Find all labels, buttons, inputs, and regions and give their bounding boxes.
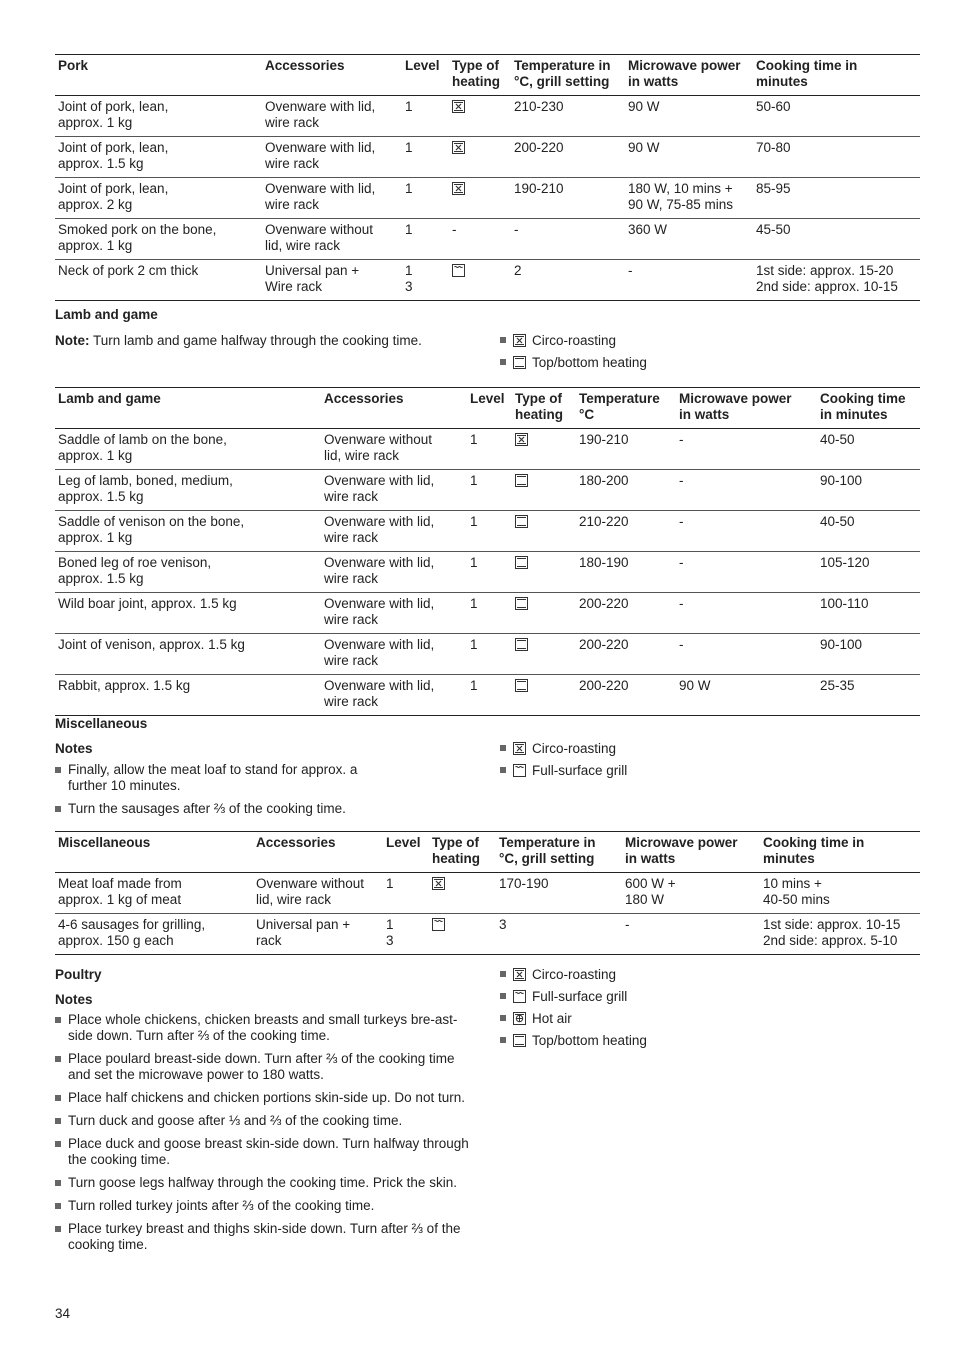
note-item [55, 1090, 475, 1106]
table-row [55, 552, 920, 593]
column-header: Lamb and game [55, 388, 321, 429]
misc-notes-heading: Notes [55, 741, 93, 756]
table-row [55, 873, 920, 914]
table-cell: - [676, 511, 817, 552]
table-cell: Joint of pork, lean, approx. 1 kg [55, 96, 262, 137]
table-cell: 190-210 [576, 429, 676, 470]
table-cell: Ovenware without lid, wire rack [253, 873, 383, 914]
table-header-row [55, 55, 920, 96]
bullet-icon [55, 806, 61, 812]
table-cell: 40-50 [817, 429, 920, 470]
circo-roasting-icon [513, 968, 526, 985]
table-cell: Boned leg of roe venison, approx. 1.5 kg [55, 552, 321, 593]
note-label: Note: [55, 333, 90, 348]
table-cell: 40-50 [817, 511, 920, 552]
table-row [55, 914, 920, 955]
table-cell: Meat loaf made from approx. 1 kg of meat [55, 873, 253, 914]
bullet-icon [55, 1203, 61, 1209]
bullet-icon [500, 971, 506, 977]
bullet-icon [55, 1056, 61, 1062]
table-cell: 190-210 [511, 178, 625, 219]
table-cell: Ovenware without lid, wire rack [262, 219, 402, 260]
bullet-icon [55, 1118, 61, 1124]
table-cell [512, 429, 576, 470]
bullet-icon [500, 359, 506, 365]
lamb-legend [500, 333, 647, 377]
page-number: 34 [55, 1306, 71, 1321]
poultry-heading: Poultry [55, 967, 102, 982]
table-row [55, 593, 920, 634]
circo-roasting-icon [452, 100, 465, 117]
table-row [55, 219, 920, 260]
table-cell [449, 96, 511, 137]
column-header: Pork [55, 55, 262, 96]
table-cell: 90 W [625, 137, 753, 178]
bullet-icon [55, 1180, 61, 1186]
column-header: Miscellaneous [55, 832, 253, 873]
legend-label: Hot air [532, 1011, 572, 1026]
legend-label: Full-surface grill [532, 989, 628, 1004]
table-cell: 200-220 [576, 675, 676, 716]
bullet-icon [500, 767, 506, 773]
table-cell: Saddle of lamb on the bone, approx. 1 kg [55, 429, 321, 470]
circo-roasting-icon [452, 141, 465, 158]
table-cell: 70-80 [753, 137, 920, 178]
table-cell: Joint of pork, lean, approx. 1.5 kg [55, 137, 262, 178]
table-cell: 1 [402, 137, 449, 178]
table-cell [512, 552, 576, 593]
circo-roasting-icon [515, 433, 528, 450]
table-cell [512, 675, 576, 716]
bullet-icon [500, 745, 506, 751]
legend-item [500, 989, 647, 1005]
circo-roasting-icon [513, 742, 526, 759]
table-cell: - [625, 260, 753, 301]
note-text: Turn rolled turkey joints after ⅔ of the cooking time. [68, 1198, 375, 1213]
table-row [55, 260, 920, 301]
legend-label: Full-surface grill [532, 763, 628, 778]
table-cell [449, 137, 511, 178]
table-row [55, 511, 920, 552]
note-item [55, 1012, 475, 1044]
table-cell: Joint of venison, approx. 1.5 kg [55, 634, 321, 675]
table-cell: Universal pan + Wire rack [262, 260, 402, 301]
table-cell: - [676, 470, 817, 511]
table-cell: 360 W [625, 219, 753, 260]
column-header: Microwave power in watts [625, 55, 753, 96]
table-cell: - [676, 634, 817, 675]
top-bottom-heating-icon [515, 474, 528, 491]
column-header: Type of heating [429, 832, 496, 873]
note-item [55, 1198, 475, 1214]
note-text: Turn duck and goose after ⅓ and ⅔ of the cooking time. [68, 1113, 403, 1128]
table-cell: 200-220 [511, 137, 625, 178]
table-cell [512, 511, 576, 552]
table-cell: Ovenware with lid, wire rack [321, 593, 467, 634]
table-cell: 10 mins + 40-50 mins [760, 873, 920, 914]
bullet-icon [55, 1095, 61, 1101]
table-cell: 600 W + 180 W [622, 873, 760, 914]
table-cell: - [676, 429, 817, 470]
legend-label: Circo-roasting [532, 333, 617, 348]
note-item [55, 1136, 475, 1168]
table-cell: Ovenware with lid, wire rack [321, 511, 467, 552]
note-item [55, 762, 400, 794]
table-cell: Saddle of venison on the bone, approx. 1 kg [55, 511, 321, 552]
table-cell: Ovenware without lid, wire rack [321, 429, 467, 470]
table-cell: - [511, 219, 625, 260]
table-cell: 90 W [625, 96, 753, 137]
table-row [55, 675, 920, 716]
table-cell: 210-220 [576, 511, 676, 552]
full-surface-grill-icon [513, 764, 526, 781]
table-cell: Smoked pork on the bone, approx. 1 kg [55, 219, 262, 260]
bullet-icon [55, 1226, 61, 1232]
note-text: Place duck and goose breast skin-side down. Turn halfway through the cooking time. [68, 1136, 469, 1167]
table-cell: Joint of pork, lean, approx. 2 kg [55, 178, 262, 219]
table-cell [429, 873, 496, 914]
bullet-icon [500, 337, 506, 343]
column-header: Cooking time in minutes [817, 388, 920, 429]
table-cell: Ovenware with lid, wire rack [321, 470, 467, 511]
column-header: Microwave power in watts [676, 388, 817, 429]
table-row [55, 470, 920, 511]
table-cell: 1 [467, 511, 512, 552]
table-row [55, 96, 920, 137]
circo-roasting-icon [452, 182, 465, 199]
table-cell: 1 [467, 675, 512, 716]
column-header: Temperature in °C, grill setting [496, 832, 622, 873]
column-header: Temperature in °C, grill setting [511, 55, 625, 96]
note-item [55, 1221, 475, 1253]
table-cell: - [449, 219, 511, 260]
table-cell: Ovenware with lid, wire rack [262, 96, 402, 137]
legend-item [500, 741, 627, 757]
column-header: Level [467, 388, 512, 429]
table-cell: 1 [467, 634, 512, 675]
note-text: Turn goose legs halfway through the cooking time. Prick the skin. [68, 1175, 457, 1190]
bullet-icon [500, 1015, 506, 1021]
circo-roasting-icon [513, 334, 526, 351]
legend-label: Top/bottom heating [532, 355, 647, 370]
lamb-note [55, 333, 475, 349]
table-cell [512, 470, 576, 511]
column-header: Accessories [262, 55, 402, 96]
table-cell: Ovenware with lid, wire rack [321, 552, 467, 593]
table-cell: 1 3 [383, 914, 429, 955]
table-cell: 90-100 [817, 634, 920, 675]
top-bottom-heating-icon [515, 556, 528, 573]
table-row [55, 178, 920, 219]
legend-label: Top/bottom heating [532, 1033, 647, 1048]
table-cell: 1 [402, 178, 449, 219]
table-cell: Ovenware with lid, wire rack [262, 178, 402, 219]
table-cell: 1st side: approx. 15-20 2nd side: approx. 10-15 [753, 260, 920, 301]
table-header-row [55, 832, 920, 873]
lamb-table [55, 387, 920, 716]
table-cell: 1 [402, 219, 449, 260]
note-text: Turn lamb and game halfway through the cooking time. [89, 333, 422, 348]
top-bottom-heating-icon [515, 597, 528, 614]
table-cell: 105-120 [817, 552, 920, 593]
table-cell [512, 593, 576, 634]
bullet-icon [500, 993, 506, 999]
table-cell: - [676, 593, 817, 634]
table-cell: 25-35 [817, 675, 920, 716]
table-cell [449, 178, 511, 219]
table-cell: 100-110 [817, 593, 920, 634]
column-header: Temperature °C [576, 388, 676, 429]
table-cell: 1 [467, 470, 512, 511]
table-cell: 50-60 [753, 96, 920, 137]
column-header: Cooking time in minutes [753, 55, 920, 96]
table-cell: 1 [402, 96, 449, 137]
table-cell: Neck of pork 2 cm thick [55, 260, 262, 301]
hot-air-icon [513, 1012, 526, 1029]
bullet-icon [500, 1037, 506, 1043]
table-cell: 45-50 [753, 219, 920, 260]
table-cell: 1 3 [402, 260, 449, 301]
note-text: Finally, allow the meat loaf to stand for approx. a further 10 minutes. [68, 762, 358, 793]
column-header: Microwave power in watts [622, 832, 760, 873]
full-surface-grill-icon [432, 918, 445, 935]
circo-roasting-icon [432, 877, 445, 894]
note-text: Place whole chickens, chicken breasts and small turkeys bre-ast-side down. Turn after ⅔ of the cooking time. [68, 1012, 458, 1043]
misc-table [55, 831, 920, 955]
bullet-icon [55, 1141, 61, 1147]
table-header-row [55, 388, 920, 429]
table-cell: 4-6 sausages for grilling, approx. 150 g each [55, 914, 253, 955]
table-cell: 1 [383, 873, 429, 914]
column-header: Type of heating [449, 55, 511, 96]
table-cell: 2 [511, 260, 625, 301]
legend-item [500, 763, 627, 779]
table-cell: 85-95 [753, 178, 920, 219]
top-bottom-heating-icon [515, 679, 528, 696]
table-cell [512, 634, 576, 675]
top-bottom-heating-icon [513, 1034, 526, 1051]
full-surface-grill-icon [452, 264, 465, 281]
table-cell: 180-190 [576, 552, 676, 593]
table-cell: - [622, 914, 760, 955]
note-text: Place half chickens and chicken portions skin-side up. Do not turn. [68, 1090, 465, 1105]
table-cell: 3 [496, 914, 622, 955]
pork-table [55, 54, 920, 301]
note-text: Place turkey breast and thighs skin-side down. Turn after ⅔ of the cooking time. [68, 1221, 461, 1252]
full-surface-grill-icon [513, 990, 526, 1007]
table-row [55, 429, 920, 470]
table-cell: Wild boar joint, approx. 1.5 kg [55, 593, 321, 634]
column-header: Type of heating [512, 388, 576, 429]
legend-label: Circo-roasting [532, 967, 617, 982]
table-cell: 200-220 [576, 593, 676, 634]
top-bottom-heating-icon [515, 515, 528, 532]
note-item [55, 1175, 475, 1191]
poultry-notes-heading: Notes [55, 992, 93, 1007]
table-row [55, 634, 920, 675]
table-cell: Universal pan + rack [253, 914, 383, 955]
legend-item [500, 355, 647, 371]
note-text: Place poulard breast-side down. Turn after ⅔ of the cooking time and set the microwave power to 180 watts. [68, 1051, 455, 1082]
legend-item [500, 967, 647, 983]
top-bottom-heating-icon [515, 638, 528, 655]
bullet-icon [55, 767, 61, 773]
table-cell: Ovenware with lid, wire rack [321, 675, 467, 716]
lamb-heading: Lamb and game [55, 307, 158, 322]
column-header: Cooking time in minutes [760, 832, 920, 873]
legend-item [500, 1033, 647, 1049]
column-header: Accessories [321, 388, 467, 429]
note-text: Turn the sausages after ⅔ of the cooking time. [68, 801, 346, 816]
misc-legend [500, 741, 627, 785]
table-cell: - [676, 552, 817, 593]
table-cell: 1st side: approx. 10-15 2nd side: approx. 5-10 [760, 914, 920, 955]
table-cell: 90 W [676, 675, 817, 716]
note-item [55, 1113, 475, 1129]
table-cell [449, 260, 511, 301]
legend-item [500, 333, 647, 349]
top-bottom-heating-icon [513, 356, 526, 373]
table-cell: 170-190 [496, 873, 622, 914]
note-item [55, 1051, 475, 1083]
table-cell: 1 [467, 429, 512, 470]
table-cell: 180 W, 10 mins + 90 W, 75-85 mins [625, 178, 753, 219]
table-cell: Ovenware with lid, wire rack [262, 137, 402, 178]
poultry-legend [500, 967, 647, 1055]
note-item [55, 801, 400, 817]
table-cell: Rabbit, approx. 1.5 kg [55, 675, 321, 716]
table-cell: 180-200 [576, 470, 676, 511]
misc-heading: Miscellaneous [55, 716, 148, 731]
column-header: Level [383, 832, 429, 873]
legend-item [500, 1011, 647, 1027]
table-cell [429, 914, 496, 955]
table-cell: 210-230 [511, 96, 625, 137]
table-cell: Ovenware with lid, wire rack [321, 634, 467, 675]
table-cell: 200-220 [576, 634, 676, 675]
table-cell: Leg of lamb, boned, medium, approx. 1.5 kg [55, 470, 321, 511]
bullet-icon [55, 1017, 61, 1023]
misc-notes-list [55, 762, 400, 824]
table-row [55, 137, 920, 178]
legend-label: Circo-roasting [532, 741, 617, 756]
table-cell: 1 [467, 552, 512, 593]
poultry-notes-list [55, 1012, 475, 1260]
table-cell: 1 [467, 593, 512, 634]
table-cell: 90-100 [817, 470, 920, 511]
column-header: Level [402, 55, 449, 96]
column-header: Accessories [253, 832, 383, 873]
